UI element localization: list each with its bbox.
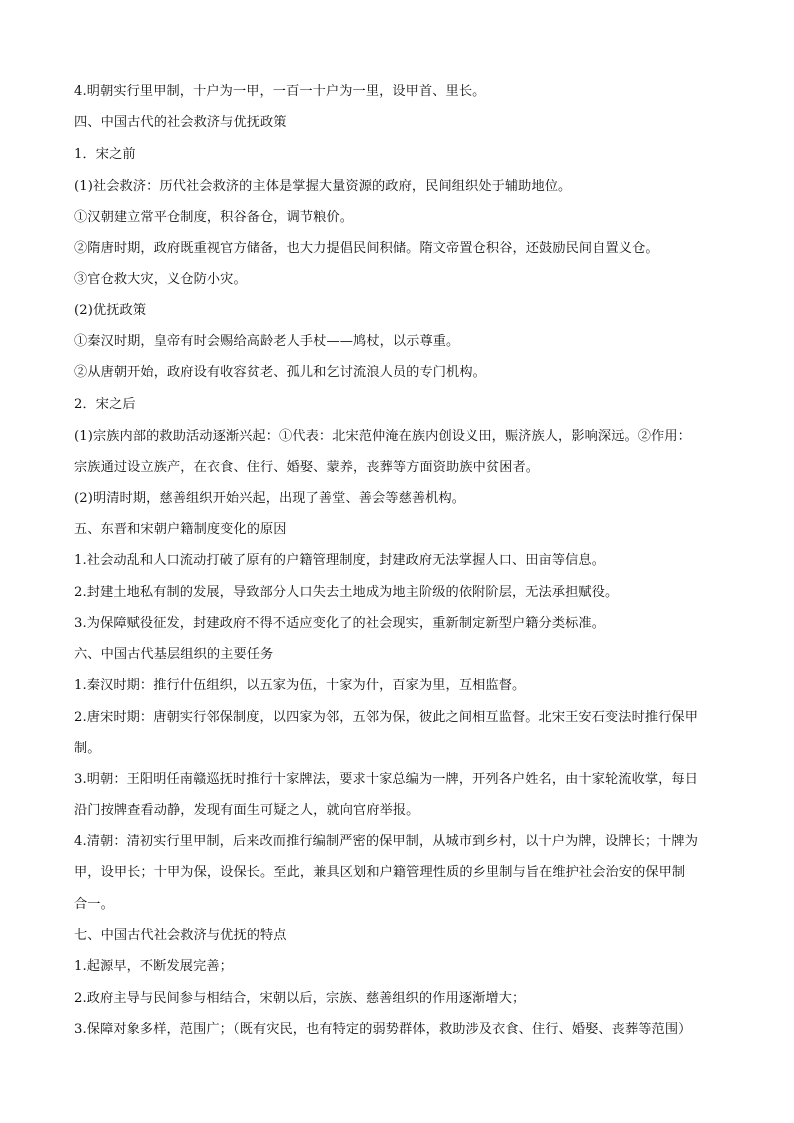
text-line: 合一。	[74, 897, 114, 912]
text-line: ③官仓救大灾，义仓防小灾。	[74, 272, 247, 287]
text-line: 4.明朝实行里甲制，十户为一甲，一百一十户为一里，设甲首、里长。	[74, 84, 486, 99]
text-line: 1.社会动乱和人口流动打破了原有的户籍管理制度，封建政府无法掌握人口、田亩等信息。	[74, 553, 605, 568]
text-line: 1.起源早，不断发展完善；	[74, 959, 233, 974]
text-line: 沿门按牌查看动静，发现有面生可疑之人，就向官府举报。	[74, 803, 420, 818]
text-line: 1.秦汉时期：推行什伍组织，以五家为伍，十家为什，百家为里，互相监督。	[74, 678, 526, 693]
text-line: ②从唐朝开始，政府设有收容贫老、孤儿和乞讨流浪人员的专门机构。	[74, 365, 486, 380]
text-line: 3.保障对象多样，范围广；（既有灾民，也有特定的弱势群体，救助涉及衣食、住行、婚娶、丧葬等范围）	[74, 1022, 692, 1037]
text-line: (1)社会救济：历代社会救济的主体是掌握大量资源的政府，民间组织处于辅助地位。	[74, 179, 572, 194]
text-line: ②隋唐时期，政府既重视官方储备，也大力提倡民间积储。隋文帝置仓积谷，还鼓励民间自置义仓。	[74, 241, 659, 256]
text-line: 宗族通过设立族产，在衣食、住行、婚娶、蒙养，丧葬等方面资助族中贫困者。	[74, 460, 540, 475]
section-heading: 七、中国古代社会救济与优抚的特点	[74, 928, 287, 943]
text-line: 2.唐宋时期：唐朝实行邻保制度，以四家为邻，五邻为保，彼此之间相互监督。北宋王安石变法时推行保甲	[74, 710, 699, 725]
subsection-heading: 1．宋之前	[74, 147, 136, 162]
text-line: 3.明朝：王阳明任南赣巡抚时推行十家牌法，要求十家总编为一牌，开列各户姓名，由十家轮流收掌，每日	[74, 772, 699, 787]
text-line: (2)明清时期，慈善组织开始兴起，出现了善堂、善会等慈善机构。	[74, 491, 466, 506]
text-line: (2)优抚政策	[74, 303, 147, 318]
text-line: (1)宗族内部的救助活动逐渐兴起：①代表：北宋范仲淹在族内创设义田，赈济族人，影响深远。②作用：	[74, 429, 691, 444]
text-line: 2.政府主导与民间参与相结合，宋朝以后，宗族、慈善组织的作用逐渐增大；	[74, 991, 526, 1006]
section-heading: 五、东晋和宋朝户籍制度变化的原因	[74, 522, 287, 537]
text-line: 3.为保障赋役征发，封建政府不得不适应变化了的社会现实，重新制定新型户籍分类标准。	[74, 616, 605, 631]
text-line: ①秦汉时期，皇帝有时会赐给高龄老人手杖——鸠杖，以示尊重。	[74, 334, 460, 349]
section-heading: 六、中国古代基层组织的主要任务	[74, 647, 274, 662]
text-line: ①汉朝建立常平仓制度，积谷备仓，调节粮价。	[74, 210, 354, 225]
text-line: 2.封建土地私有制的发展，导致部分人口失去土地成为地主阶级的依附阶层，无法承担赋役。	[74, 585, 619, 600]
text-line: 甲，设甲长；十甲为保，设保长。至此，兼具区划和户籍管理性质的乡里制与旨在维护社会治安的保甲制	[74, 865, 686, 880]
subsection-heading: 2．宋之后	[74, 397, 136, 412]
text-line: 制。	[74, 741, 101, 756]
text-line: 4.清朝：清初实行里甲制，后来改而推行编制严密的保甲制，从城市到乡村，以十户为牌，设牌长；十牌为	[74, 834, 699, 849]
section-heading: 四、中国古代的社会救济与优抚政策	[74, 115, 287, 130]
